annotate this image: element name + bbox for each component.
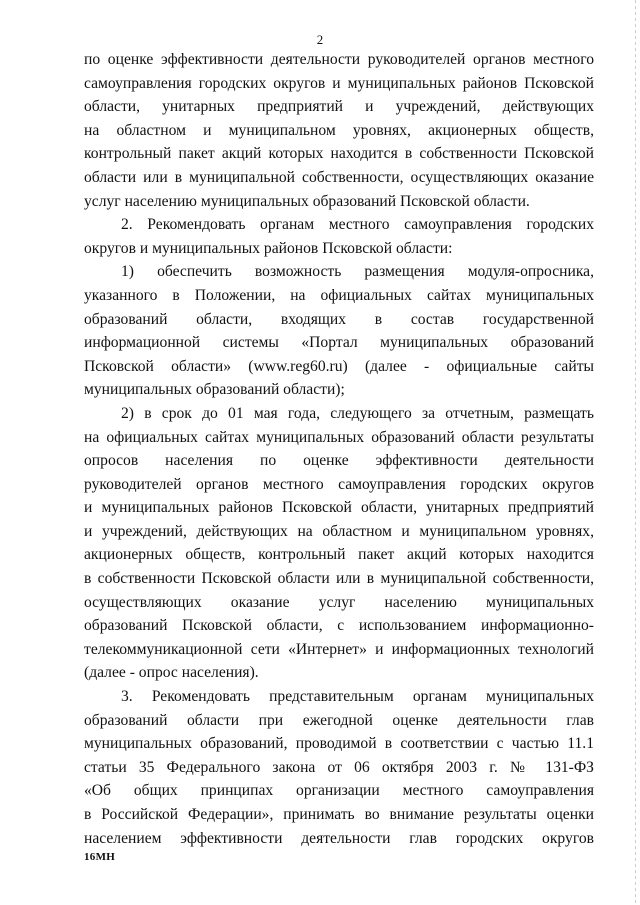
text-line: по оценке эффективности деятельности руководителей органов местного	[84, 51, 594, 68]
text-line: услуг населению муниципальных образований Псковской области.	[84, 192, 530, 210]
text-line: указанного в Положении, на официальных сайтах муниципальных	[84, 286, 594, 304]
text-line: информационной системы «Портал муниципальных образований	[84, 334, 594, 352]
text-line: в Российской Федерации», принимать во внимание результаты оценки	[84, 806, 594, 823]
text-line: образований области, входящих в состав государственной	[84, 310, 594, 328]
text-line: на официальных сайтах муниципальных образований области результаты	[84, 428, 594, 446]
text-line: области, унитарных предприятий и учреждений, действующих	[84, 98, 594, 116]
text-line: 1) обеспечить возможность размещения модуля-опросника,	[121, 263, 594, 281]
text-line: телекоммуникационной сети «Интернет» и информационных технологий	[84, 640, 594, 658]
text-line: и учреждений, действующих на областном и муниципальном уровнях,	[84, 522, 594, 540]
text-line: самоуправления городских округов и муниципальных районов Псковской	[84, 74, 594, 92]
text-line: статьи 35 Федерального закона от 06 октября 2003 г. № 131-ФЗ	[84, 758, 594, 776]
text-line: муниципальных образований, проводимой в соответствии с частью 11.1	[84, 735, 594, 753]
text-line: Псковской области» (www.reg60.ru) (далее - официальные сайты	[84, 357, 594, 375]
text-line: руководителей органов местного самоуправления городских округов	[84, 475, 594, 493]
document-body	[84, 48, 594, 850]
text-line: (далее - опрос населения).	[84, 664, 259, 682]
text-line: образований области при ежегодной оценке деятельности глав	[84, 711, 594, 729]
scan-edge	[635, 0, 636, 905]
text-line: контрольный пакет акций которых находится в собственности Псковской	[84, 145, 594, 163]
text-line: области или в муниципальной собственности, осуществляющих оказание	[84, 168, 594, 186]
text-line: 3. Рекомендовать представительным органам муниципальных	[121, 688, 594, 706]
text-line: 2) в срок до 01 мая года, следующего за отчетным, размещать	[121, 404, 594, 422]
text-line: на областном и муниципальном уровнях, акционерных обществ,	[84, 121, 594, 139]
text-line: округов и муниципальных районов Псковской области:	[84, 239, 453, 257]
document-code: 16МН	[84, 851, 116, 863]
text-line: населением эффективности деятельности глав городских округов	[84, 829, 594, 847]
text-line: опросов населения по оценке эффективности деятельности	[84, 452, 594, 470]
text-line: акционерных обществ, контрольный пакет акций которых находится	[84, 546, 594, 564]
text-line: и муниципальных районов Псковской области, унитарных предприятий	[84, 499, 594, 517]
text-line: муниципальных образований области);	[84, 381, 345, 399]
text-line: «Об общих принципах организации местного самоуправления	[84, 782, 594, 800]
page-number: 2	[316, 32, 324, 47]
text-line: осуществляющих оказание услуг населению муниципальных	[84, 593, 594, 611]
text-line: в собственности Псковской области или в муниципальной собственности,	[84, 570, 594, 588]
text-line: 2. Рекомендовать органам местного самоуправления городских	[121, 216, 594, 234]
text-line: образований Псковской области, с использованием информационно-	[84, 617, 594, 635]
